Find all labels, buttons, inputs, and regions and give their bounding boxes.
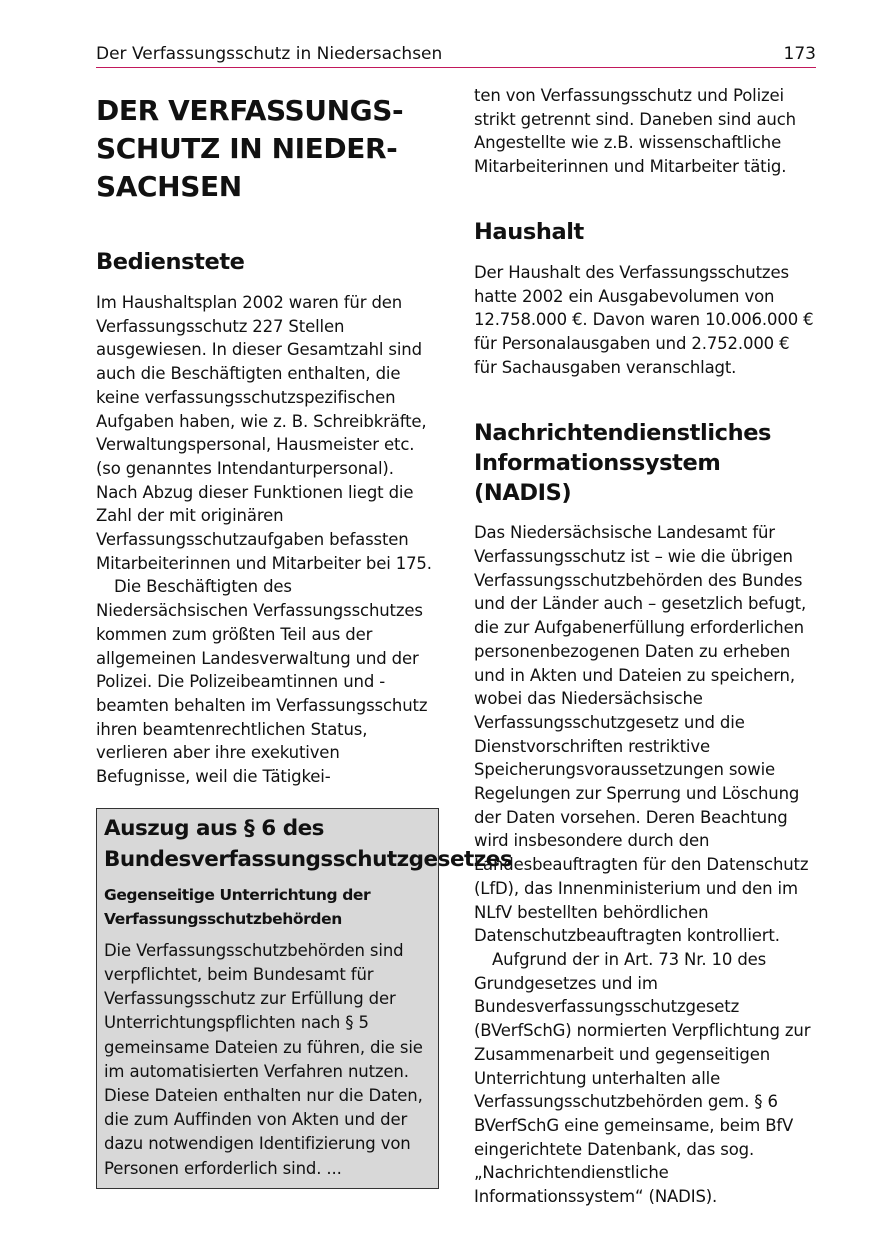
paragraph: Die Beschäftigten des Niedersächsischen Verfassungsschutzes kommen zum größten Teil aus der allgemeinen Landesverwaltung und der Polizei. Die Polizeibeamtinnen und -beamten behalten im Verfassungsschutz ihren beamtenrechtlichen Status, verlieren aber ihre exekutiven Befugnisse, weil die Tätigkei- [96, 577, 428, 787]
left-column [96, 84, 513, 1189]
excerpt-box [96, 808, 513, 1189]
page-number: 173 [783, 44, 816, 64]
paragraph: Aufgrund der in Art. 73 Nr. 10 des Grundgesetzes und im Bundesverfassungsschutzgesetz (BVerfSchG) normierten Verpflichtung zur Zusammenarbeit und gegenseitigen Unterrichtung unterhalten alle Verfassungsschutzbehörden gem. § 6 BVerfSchG eine gemeinsame, beim BfV eingerichtete Datenbank, das sog. „Nachrichtendienstliche Informationssystem“ (NADIS). [474, 949, 811, 1207]
section-heading-haushalt: Haushalt [474, 218, 584, 245]
page-title: DER VERFASSUNGSSCHUTZ IN NIEDERSACHSEN [96, 94, 404, 203]
excerpt-text: Die Verfassungsschutzbehörden sind verpflichtet, beim Bundesamt für Verfassungsschutz zur Erfüllung der Unterrichtungspflichten nach § 5 gemeinsame Dateien zu führen, die sie im automatisierten Verfahren nutzen. Diese Dateien enthalten nur die Daten, die zum Auffinden von Akten und der dazu notwendigen Identifizierung von Personen erforderlich sind. ... [104, 940, 423, 1178]
paragraph: Im Haushaltsplan 2002 waren für den Verfassungsschutz 227 Stellen ausgewiesen. In dieser Gesamtzahl sind auch die Beschäftigten enthalten, die keine verfassungsschutzspezifischen Aufgaben haben, wie z. B. Schreibkräfte, Verwaltungspersonal, Hausmeister etc. (so genanntes Intendanturpersonal). Nach Abzug dieser Funktionen liegt die Zahl der mit originären Verfassungsschutzaufgaben befassten Mitarbeiterinnen und Mitarbeiter bei 175. [96, 293, 432, 573]
header-rule [96, 67, 816, 68]
excerpt-subtitle: Gegenseitige Unterrichtung der Verfassungsschutzbehörden [104, 885, 371, 928]
paragraph: Der Haushalt des Verfassungsschutzes hatte 2002 ein Ausgabevolumen von 12.758.000 €. Davon waren 10.006.000 € für Personalausgaben und 2.752.000 € für Sachausgaben veranschlagt. [474, 262, 814, 377]
section-heading-bedienstete: Bedienstete [96, 249, 245, 275]
running-header [96, 42, 816, 66]
running-title: Der Verfassungsschutz in Niedersachsen [96, 44, 443, 64]
right-column [474, 84, 816, 1209]
paragraph: Das Niedersächsische Landesamt für Verfassungsschutz ist – wie die übrigen Verfassungsschutzbehörden des Bundes und der Länder auch – gesetzlich befugt, die zur Aufgabenerfüllung erforderlichen personenbezogenen Daten zu erheben und in Akten und Dateien zu speichern, wobei das Niedersächsische Verfassungsschutzgesetz und die Dienstvorschriften restriktive Speicherungsvoraussetzungen sowie Regelungen zur Sperrung und Löschung der Daten vorsehen. Deren Beachtung wird insbesondere durch den Landesbeauftragten für den Datenschutz (LfD), das Innenministerium und den im NLfV bestellten behördlichen Datenschutzbeauftragten kontrolliert. [474, 523, 809, 946]
section-heading-nadis: Nachrichtendienstliches Informationssystem (NADIS) [474, 420, 772, 507]
excerpt-title: Auszug aus § 6 des Bundesverfassungsschutzgesetzes [104, 815, 513, 872]
paragraph-continuation: ten von Verfassungsschutz und Polizei strikt getrennt sind. Daneben sind auch Angestellte wie z.B. wissenschaftliche Mitarbeiterinnen und Mitarbeiter tätig. [474, 86, 796, 177]
